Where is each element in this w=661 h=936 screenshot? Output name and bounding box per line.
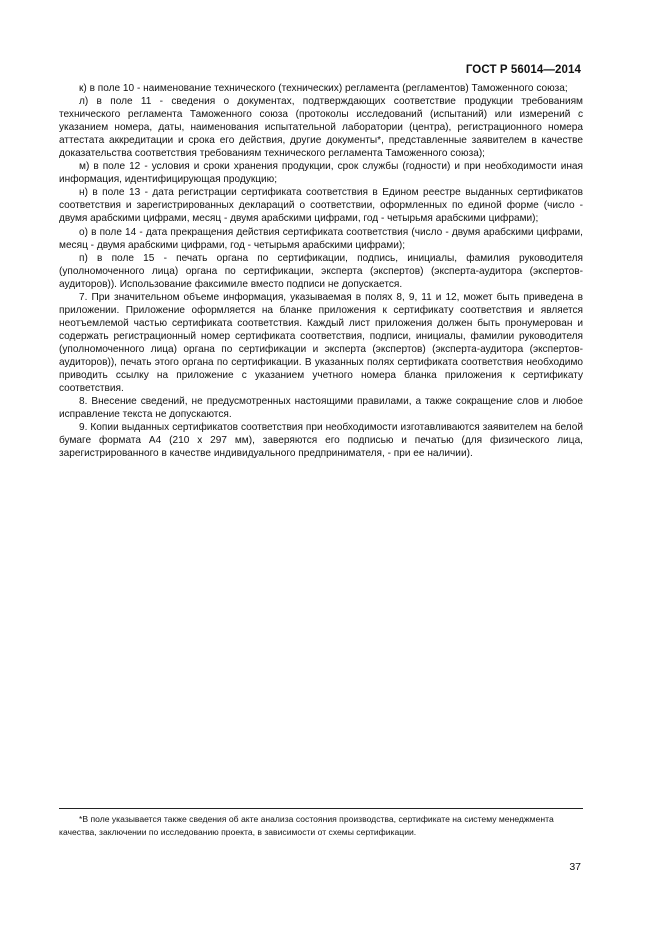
document-header: ГОСТ Р 56014—2014 — [465, 64, 581, 76]
paragraph-9: 9. Копии выданных сертификатов соответствия при необходимости изготавливаются заявителем на белой бумаге формата А4 (210 х 297 мм), заверяются его подписью и печатью (для физического лица, зарегистрированного в качестве индивидуального предпринимателя, - при ее наличии). — [59, 422, 583, 460]
page-number: 37 — [569, 861, 581, 873]
paragraph-7: 7. При значительном объеме информация, указываемая в полях 8, 9, 11 и 12, может быть приведена в приложении. Приложение оформляется на бланке приложения к сертификату соответствия и является неотъемлемой частью сертификата соответствия. Каждый лист приложения должен быть пронумерован и содержать регистрационный номер сертификата соответствия, подписи, инициалы, фамилии руководителя (уполномоченного лица) органа по сертификации и эксперта (экспертов) (эксперта-аудитора (экспертов-аудиторов)), печать этого органа по сертификации. В указанных полях сертификата соответствия необходимо приводить ссылку на приложение с указанием учетного номера бланка приложения к сертификату соответствия. — [59, 291, 583, 395]
footnote-divider — [59, 808, 583, 809]
paragraph-o: о) в поле 14 - дата прекращения действия сертификата соответствия (число - двумя арабскими цифрами, месяц - двумя арабскими цифрами, год - четырьмя арабскими цифрами); — [59, 226, 583, 251]
paragraph-l: л) в поле 11 - сведения о документах, подтверждающих соответствие продукции требованиям технического регламента Таможенного союза (протоколы исследований (испытаний) или измерений с указанием номера, даты, наименования испытательной лаборатории (центра), регистрационного номера аттестата аккредитации и срока его действия, другие документы*, представленные заявителем в качестве доказательства соответствия требованиям технического регламента Таможенного союза); — [59, 96, 583, 160]
footnote-text: *В поле указывается также сведения об акте анализа состояния производства, сертификате на систему менеджмента качества, заключении по исследованию проекта, в зависимости от схемы сертификации. — [59, 814, 554, 837]
paragraph-p: п) в поле 15 - печать органа по сертификации, подпись, инициалы, фамилия руководителя (уполномоченного лица) органа по сертификации, эксперта (экспертов) (эксперта-аудитора (экспертов-аудиторов)). Использование факсимиле вместо подписи не допускается. — [59, 252, 583, 290]
paragraph-k: к) в поле 10 - наименование технического (технических) регламента (регламентов) Таможенного союза; — [79, 83, 568, 94]
paragraph-n: н) в поле 13 - дата регистрации сертификата соответствия в Едином реестре выданных сертификатов соответствия и зарегистрированных деклараций о соответствии, оформленных по единой форме (число - двумя арабскими цифрами, месяц - двумя арабскими цифрами, год - четырьмя арабскими цифрами); — [59, 187, 583, 225]
main-text — [59, 82, 583, 460]
paragraph-8: 8. Внесение сведений, не предусмотренных настоящими правилами, а также сокращение слов и любое исправление текста не допускаются. — [59, 396, 583, 421]
paragraph-m: м) в поле 12 - условия и сроки хранения продукции, срок службы (годности) и при необходимости иная информация, идентифицирующая продукцию; — [59, 161, 583, 186]
footnote — [59, 813, 583, 838]
